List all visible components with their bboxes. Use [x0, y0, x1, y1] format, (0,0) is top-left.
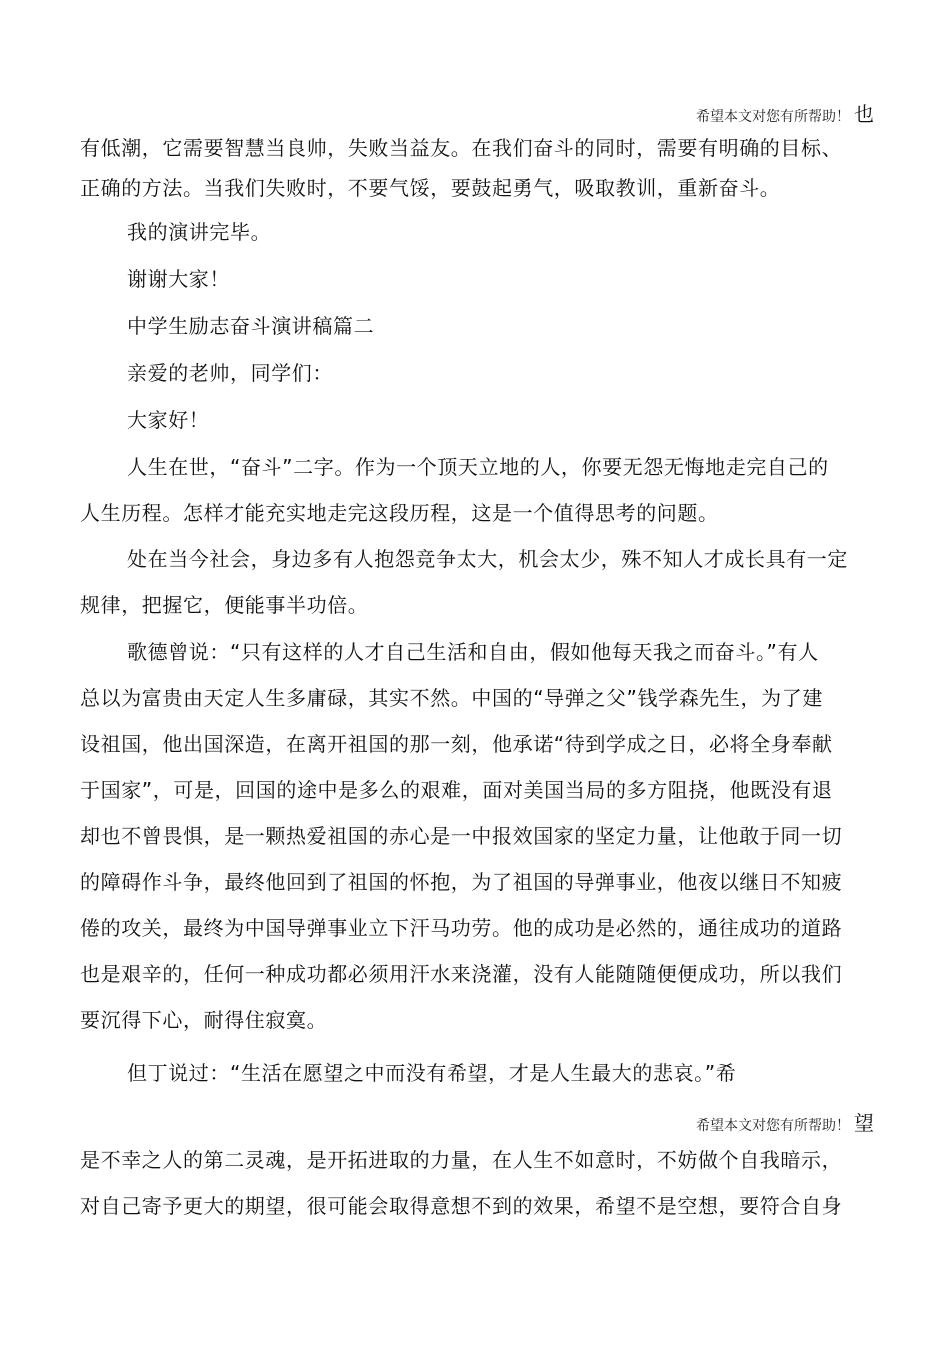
paragraph-line: 正确的方法。当我们失败时，不要气馁，要鼓起勇气，吸取教训，重新奋斗。 [80, 176, 781, 200]
paragraph-line: 总以为富贵由天定人生多庸碌，其实不然。中国的“导弹之父”钱学森先生，为了建 [80, 686, 823, 710]
paragraph-line: 处在当今社会，身边多有人抱怨竞争太大，机会太少，殊不知人才成长具有一定 [127, 547, 848, 571]
section-heading: 中学生励志奋斗演讲稿篇二 [127, 314, 375, 338]
header-note-tail: 望 [854, 1111, 874, 1135]
paragraph-line: 但丁说过：“生活在愿望之中而没有希望，才是人生最大的悲哀。”希 [127, 1061, 737, 1085]
paragraph-line: 于国家”，可是，回国的途中是多么的艰难，面对美国当局的多方阻挠，他既没有退 [80, 778, 833, 802]
paragraph-line: 人生在世，“奋斗”二字。作为一个顶天立地的人，你要无怨无悔地走完自己的 [127, 455, 829, 479]
paragraph-line: 有低潮，它需要智慧当良帅，失败当益友。在我们奋斗的同时，需要有明确的目标、 [80, 136, 843, 160]
paragraph-line: 也是艰辛的，任何一种成功都必须用汗水来浇灌，没有人能随随便便成功，所以我们 [80, 962, 843, 986]
paragraph-line: 却也不曾畏惧，是一颗热爱祖国的赤心是一中报效国家的坚定力量，让他敢于同一切 [80, 824, 843, 848]
header-note-text: 希望本文对您有所帮助！ [696, 109, 850, 125]
paragraph-line: 我的演讲完毕。 [127, 220, 272, 244]
paragraph-line: 设祖国，他出国深造，在离开祖国的那一刻，他承诺“待到学成之日，必将全身奉献 [80, 732, 833, 756]
paragraph-line: 大家好！ [127, 408, 210, 432]
paragraph-line: 亲爱的老帅，同学们： [127, 361, 333, 385]
paragraph-line: 歌德曾说：“只有这样的人才自己生活和自由，假如他每天我之而奋斗。”有人 [127, 640, 819, 664]
paragraph-line: 人生历程。怎样才能充实地走完这段历程，这是一个值得思考的问题。 [80, 501, 719, 525]
header-note-tail: 也 [854, 102, 874, 126]
paragraph-line: 是不幸之人的第二灵魂，是开拓进取的力量，在人生不如意时，不妨做个自我暗示， [80, 1148, 843, 1172]
paragraph-line: 倦的攻关，最终为中国导弹事业立下汗马功劳。他的成功是必然的，通往成功的道路 [80, 916, 843, 940]
paragraph-line: 谢谢大家！ [127, 267, 230, 291]
header-note [696, 1107, 874, 1136]
paragraph-line: 对自己寄予更大的期望，很可能会取得意想不到的效果，希望不是空想，要符合自身 [80, 1194, 843, 1218]
paragraph-line: 规律，把握它，便能事半功倍。 [80, 593, 369, 617]
paragraph-line: 要沉得下心，耐得住寂寞。 [80, 1008, 328, 1032]
header-note [696, 98, 874, 127]
header-note-text: 希望本文对您有所帮助！ [696, 1118, 850, 1134]
paragraph-line: 的障碍作斗争，最终他回到了祖国的怀抱，为了祖国的导弹事业，他夜以继日不知疲 [80, 870, 843, 894]
